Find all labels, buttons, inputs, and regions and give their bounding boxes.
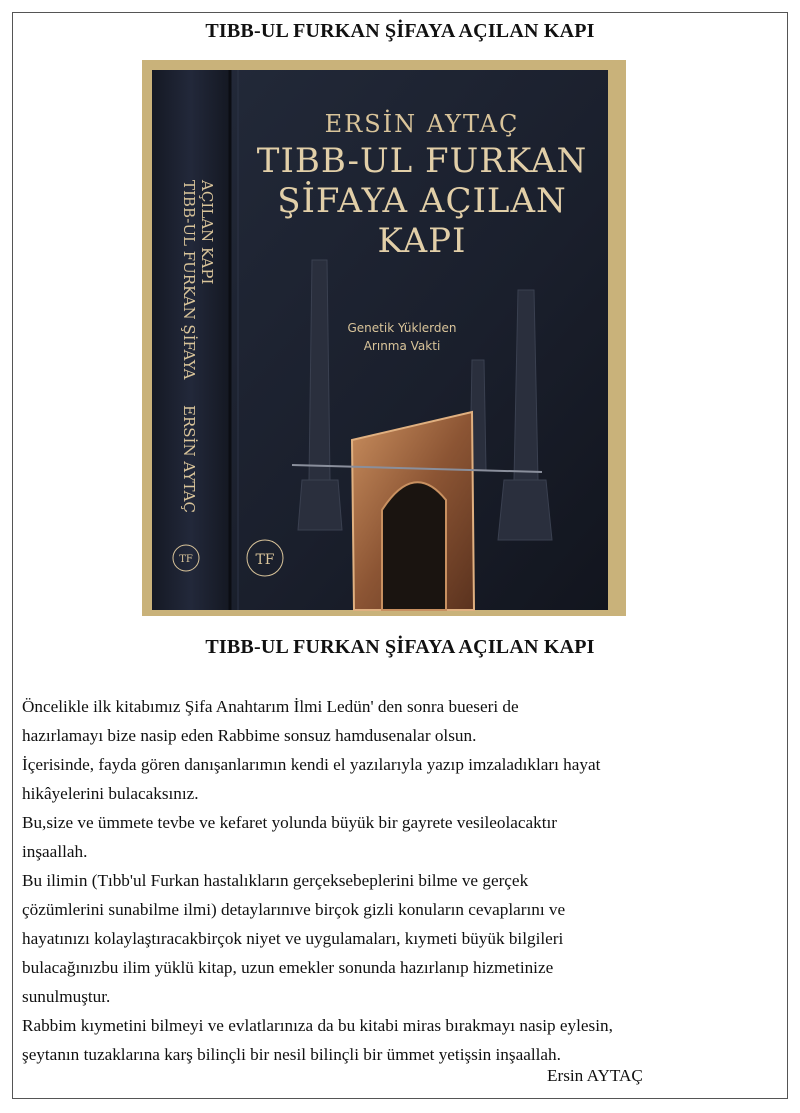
spine-title-line-1: TIBB-UL FURKAN ŞİFAYA [180,180,198,380]
page-title: TIBB-UL FURKAN ŞİFAYA AÇILAN KAPI [205,20,595,42]
body-line: Rabbim kıymetini bilmeyi ve evlatlarınıza da bu kitabi miras bırakmayı nasip eylesin, [22,1016,613,1035]
book-cover-illustration [142,60,626,616]
spine-author: ERSİN AYTAÇ [180,405,198,513]
body-line: hazırlamayı bize nasip eden Rabbime sonsuz hamdusenalar olsun. [22,726,477,745]
author-signature: Ersin AYTAÇ [547,1066,643,1085]
body-line: bulacağınızbu ilim yüklü kitap, uzun emekler sonunda hazırlanıp hizmetinize [22,958,554,977]
body-line: Bu,size ve ümmete tevbe ve kefaret yolunda büyük bir gayrete vesileolacaktır [22,813,557,832]
cover-subtitle-line-2: Arınma Vakti [363,339,441,353]
body-line: hayatınızı kolaylaştıracakbirçok niyet ve uygulamaları, kıymeti büyük bilgileri [22,929,564,948]
cover-subtitle-line-1: Genetik Yüklerden [347,321,457,335]
body-line: Bu ilimin (Tıbb'ul Furkan hastalıkların gerçeksebeplerini bilme ve gerçek [22,871,529,890]
body-line: çözümlerini sunabilme ilmi) detaylarınıve birçok gizli konuların cevaplarını ve [22,900,566,919]
cover-logo-text: TF [255,552,275,568]
cover-author: ERSİN AYTAÇ [324,110,520,138]
body-line: Öncelikle ilk kitabımız Şifa Anahtarım İlmi Ledün' den sonra bueseri de [22,697,519,716]
body-line: hikâyelerini bulacaksınız. [22,784,199,803]
description-text [22,692,762,1069]
cover-title-line-3: KAPI [377,221,467,261]
body-line: inşaallah. [22,842,88,861]
body-line: şeytanın tuzaklarına karş bilinçli bir nesil bilinçli bir ümmet yetişsin inşaallah. [22,1045,561,1064]
body-line: İçerisinde, fayda gören danışanlarımın kendi el yazılarıyla yazıp imzaladıkları hayat [22,755,601,774]
spine-logo-text: TF [179,554,193,565]
book-cover-image [142,60,626,616]
section-title: TIBB-UL FURKAN ŞİFAYA AÇILAN KAPI [205,636,595,658]
cover-title-line-2: ŞİFAYA AÇILAN [277,181,567,221]
spine-title-line-2: AÇILAN KAPI [198,180,216,285]
cover-title-line-1: TIBB-UL FURKAN [256,141,588,181]
body-line: sunulmuştur. [22,987,111,1006]
